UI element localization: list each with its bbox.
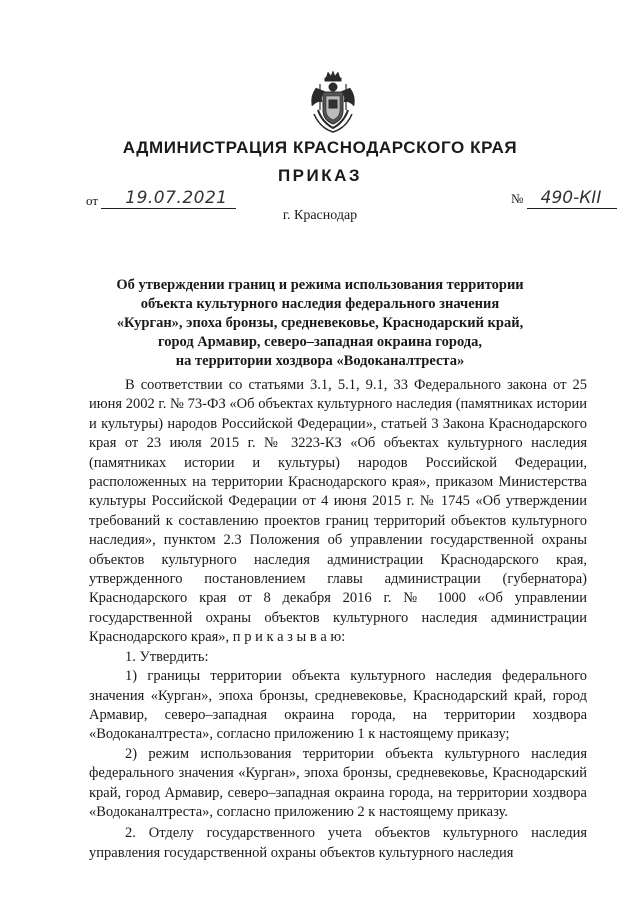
title-line: на территории хоздвора «Водоканалтреста» bbox=[175, 353, 465, 369]
number-field bbox=[511, 188, 617, 209]
organization-name: АДМИНИСТРАЦИЯ КРАСНОДАРСКОГО КРАЯ bbox=[122, 138, 518, 157]
number-label: № bbox=[511, 191, 524, 206]
title-line: объекта культурного наследия федерального значения bbox=[140, 296, 500, 312]
title-line: Об утверждении границ и режима использования территории bbox=[116, 277, 524, 293]
date-field bbox=[86, 188, 236, 209]
document-type: ПРИКАЗ bbox=[277, 166, 363, 185]
body-paragraph: В соответствии со статьями 3.1, 5.1, 9.1, 33 Федерального закона от 25 июня 2002 г. № 73-ФЗ «Об объектах культурного наследия (памятниках истории и культуры) народов Российской Федерации», статьей 3 Закона Краснодарского края от 23 июля 2015 г. № 3223-КЗ «Об объектах культурного наследия (памятниках истории и культуры) народов Российской Федерации, расположенных на территории Краснодарского края», приказом Министерства культуры Российской Федерации от 4 июня 2015 г. № 1745 «Об утверждении требований к составлению проектов границ территорий объектов культурного наследия», пунктом 2.3 Положения об управлении государственной охраны объектов культурного наследия администрации Краснодарского края, утвержденного постановлением главы администрации (губернатора) Краснодарского края от 8 декабря 2016 г. № 1000 «Об управлении государственной охраны объектов культурного наследия администрации Краснодарского края», п р и к а з ы в а ю: bbox=[89, 377, 587, 646]
body-paragraph: 1) границы территории объекта культурного наследия федерального значения «Курган», эпоха бронзы, средневековье, Краснодарский край, город Армавир, северо–западная окраина города, на территории хоздвора «Водоканалтреста», согласно приложению 1 к настоящему приказу; bbox=[89, 668, 587, 743]
coat-of-arms-emblem bbox=[308, 70, 358, 134]
title-line: «Курган», эпоха бронзы, средневековье, Краснодарский край, bbox=[116, 315, 524, 331]
body-paragraph: 2. Отделу государственного учета объектов культурного наследия управления государственной охраны объектов культурного наследия bbox=[89, 825, 587, 861]
number-value: 490-КII bbox=[527, 188, 617, 209]
body-paragraph: 1. Утвердить: bbox=[125, 648, 209, 665]
body-paragraph: 2) режим использования территории объекта культурного наследия федерального значения «Курган», эпоха бронзы, средневековье, Краснодарский край, город Армавир, северо–западная окраина города, на территории хоздвора «Водоканалтреста», согласно приложению 2 к настоящему приказу. bbox=[89, 745, 587, 820]
document-body bbox=[89, 376, 587, 863]
title-line: город Армавир, северо–западная окраина города, bbox=[157, 334, 483, 350]
document-title bbox=[90, 276, 550, 371]
city-name: г. Краснодар bbox=[282, 208, 358, 223]
date-label: от bbox=[86, 193, 99, 208]
date-value: 19.07.2021 bbox=[101, 188, 236, 209]
